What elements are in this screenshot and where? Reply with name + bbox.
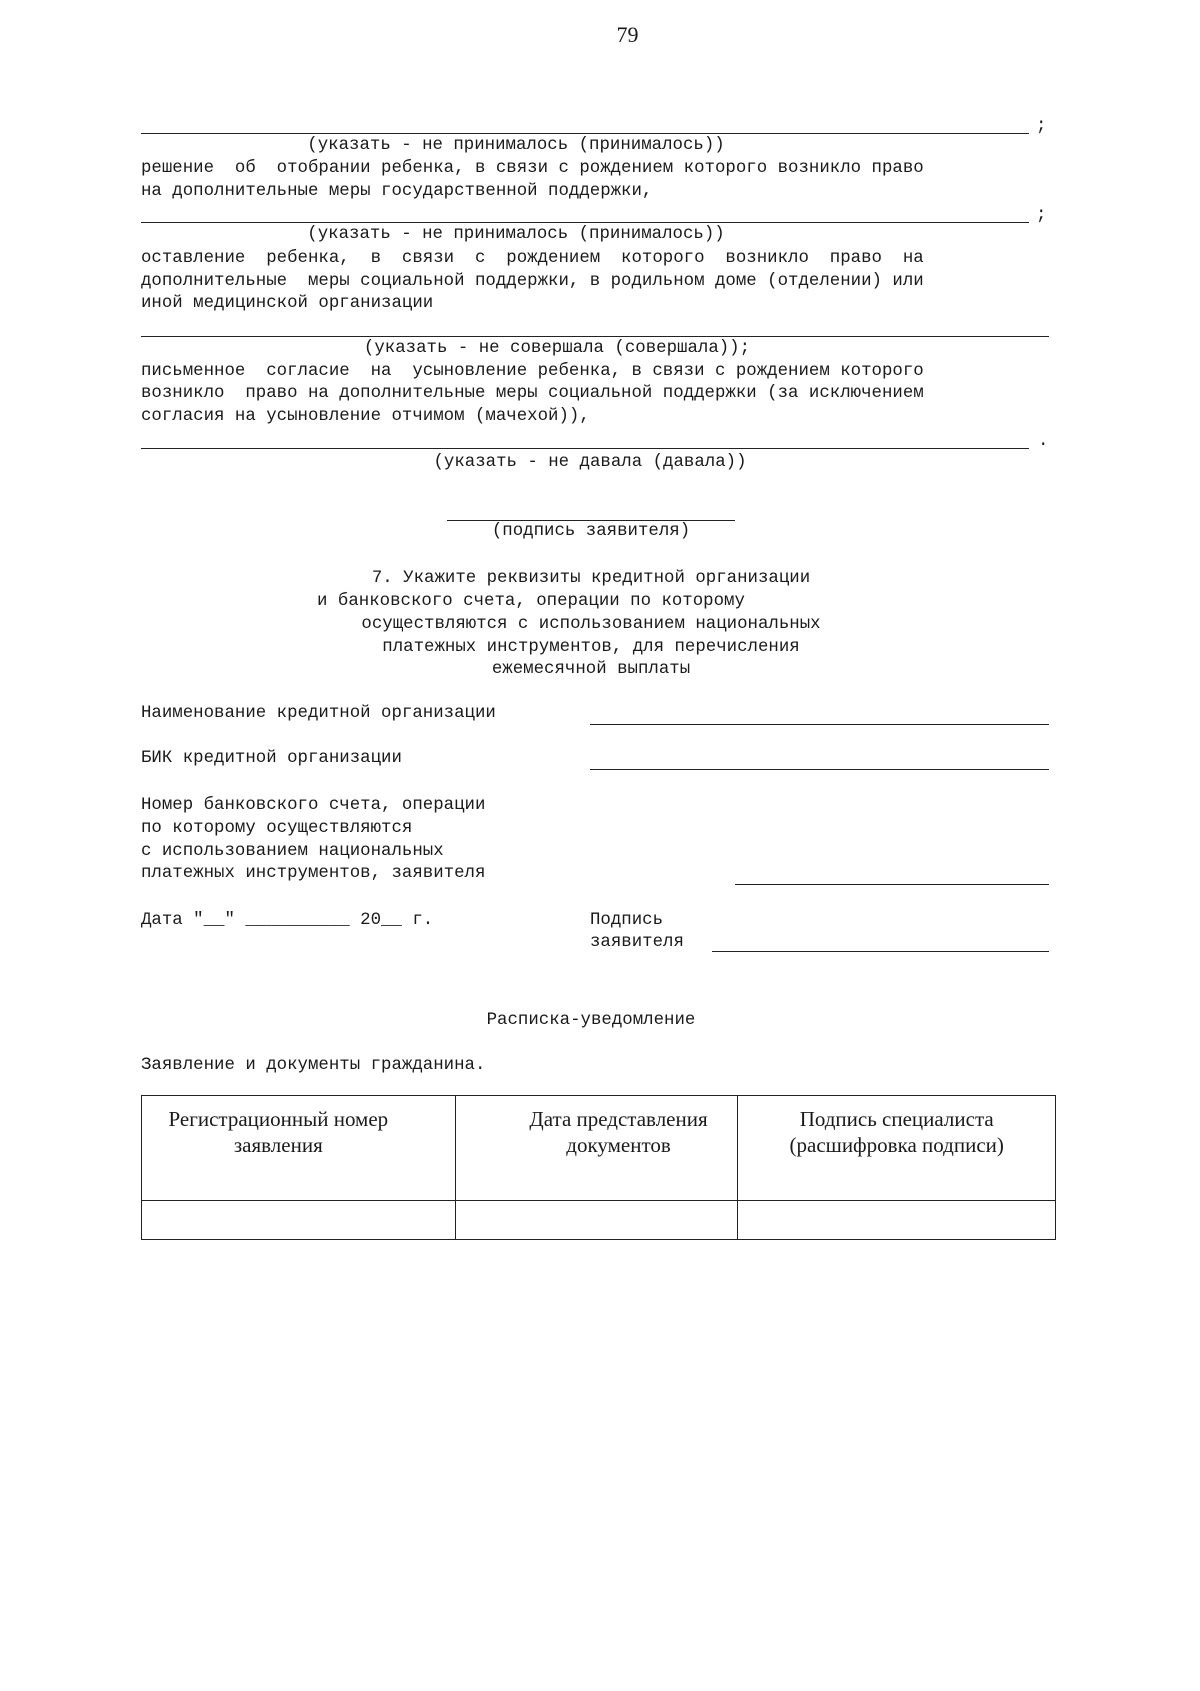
bik-field[interactable] [590, 769, 1049, 770]
text-3-line-3: иной медицинской организации [141, 294, 434, 313]
fill-line-4[interactable] [141, 448, 1029, 449]
date-field[interactable]: Дата "__" __________ 20__ г. [141, 911, 434, 930]
section-7-heading-line-1: 7. Укажите реквизиты кредитной организации [371, 569, 811, 588]
submission-date-cell[interactable] [455, 1201, 738, 1240]
section-7-heading-line-2: и банковского счета, операции по которому [317, 592, 745, 611]
fill-line-1[interactable] [141, 133, 1029, 134]
header-submission-date: Дата представления документов [455, 1096, 738, 1201]
fill-line-3[interactable] [141, 336, 1049, 337]
bank-name-label: Наименование кредитной организации [141, 704, 496, 723]
account-label-line-1: Номер банковского счета, операции [141, 796, 486, 815]
specialist-signature-cell[interactable] [738, 1201, 1056, 1240]
header-specialist-signature: Подпись специалиста (расшифровка подписи) [738, 1096, 1056, 1201]
page-number: 79 [616, 22, 639, 47]
table-header-row [142, 1096, 1056, 1201]
text-4-line-1: письменное согласие на усыновление ребенка, в связи с рождением которого [141, 362, 924, 381]
bik-label: БИК кредитной организации [141, 749, 402, 768]
section-7-heading-line-5: ежемесячной выплаты [491, 660, 691, 679]
text-3-line-2: дополнительные меры социальной поддержки, в родильном доме (отделении) или [141, 272, 924, 291]
hint-4: (указать - не давала (давала)) [433, 453, 747, 472]
signature-label-line-2: заявителя [590, 933, 684, 952]
hint-3: (указать - не совершала (совершала)); [363, 339, 751, 358]
receipt-subtitle: Заявление и документы гражданина. [141, 1056, 486, 1075]
fill-line-2-semicolon: ; [1036, 206, 1047, 225]
fill-line-4-period: . [1038, 432, 1049, 451]
applicant-signature-field[interactable] [712, 951, 1049, 952]
receipt-table [141, 1095, 1056, 1240]
account-label-line-2: по которому осуществляются [141, 819, 413, 838]
table-row [142, 1201, 1056, 1240]
text-2-line-2: на дополнительные меры государственной поддержки, [141, 182, 653, 201]
fill-line-2[interactable] [141, 222, 1029, 223]
hint-1: (указать - не принималось (принималось)) [307, 136, 725, 155]
registration-number-cell[interactable] [142, 1201, 456, 1240]
hint-2: (указать - не принималось (принималось)) [307, 225, 725, 244]
text-4-line-2: возникло право на дополнительные меры социальной поддержки (за исключением [141, 384, 924, 403]
section-7-heading-line-4: платежных инструментов, для перечисления [382, 638, 800, 657]
bank-name-field[interactable] [590, 724, 1049, 725]
text-3-line-1: оставление ребенка, в связи с рождением которого возникло право на [141, 249, 924, 268]
text-2-line-1: решение об отобрании ребенка, в связи с рождением которого возникло право [141, 159, 924, 178]
header-registration-number: Регистрационный номер заявления [142, 1096, 456, 1201]
account-label-line-4: платежных инструментов, заявителя [141, 864, 486, 883]
receipt-title: Расписка-уведомление [486, 1011, 696, 1030]
signature-label-line-1: Подпись [590, 911, 664, 930]
signature-caption: (подпись заявителя) [491, 522, 691, 541]
text-4-line-3: согласия на усыновление отчимом (мачехой)), [141, 407, 590, 426]
account-number-field[interactable] [735, 884, 1049, 885]
section-7-heading-line-3: осуществляются с использованием национальных [361, 615, 821, 634]
fill-line-1-semicolon: ; [1036, 117, 1047, 136]
account-label-line-3: с использованием национальных [141, 842, 444, 861]
